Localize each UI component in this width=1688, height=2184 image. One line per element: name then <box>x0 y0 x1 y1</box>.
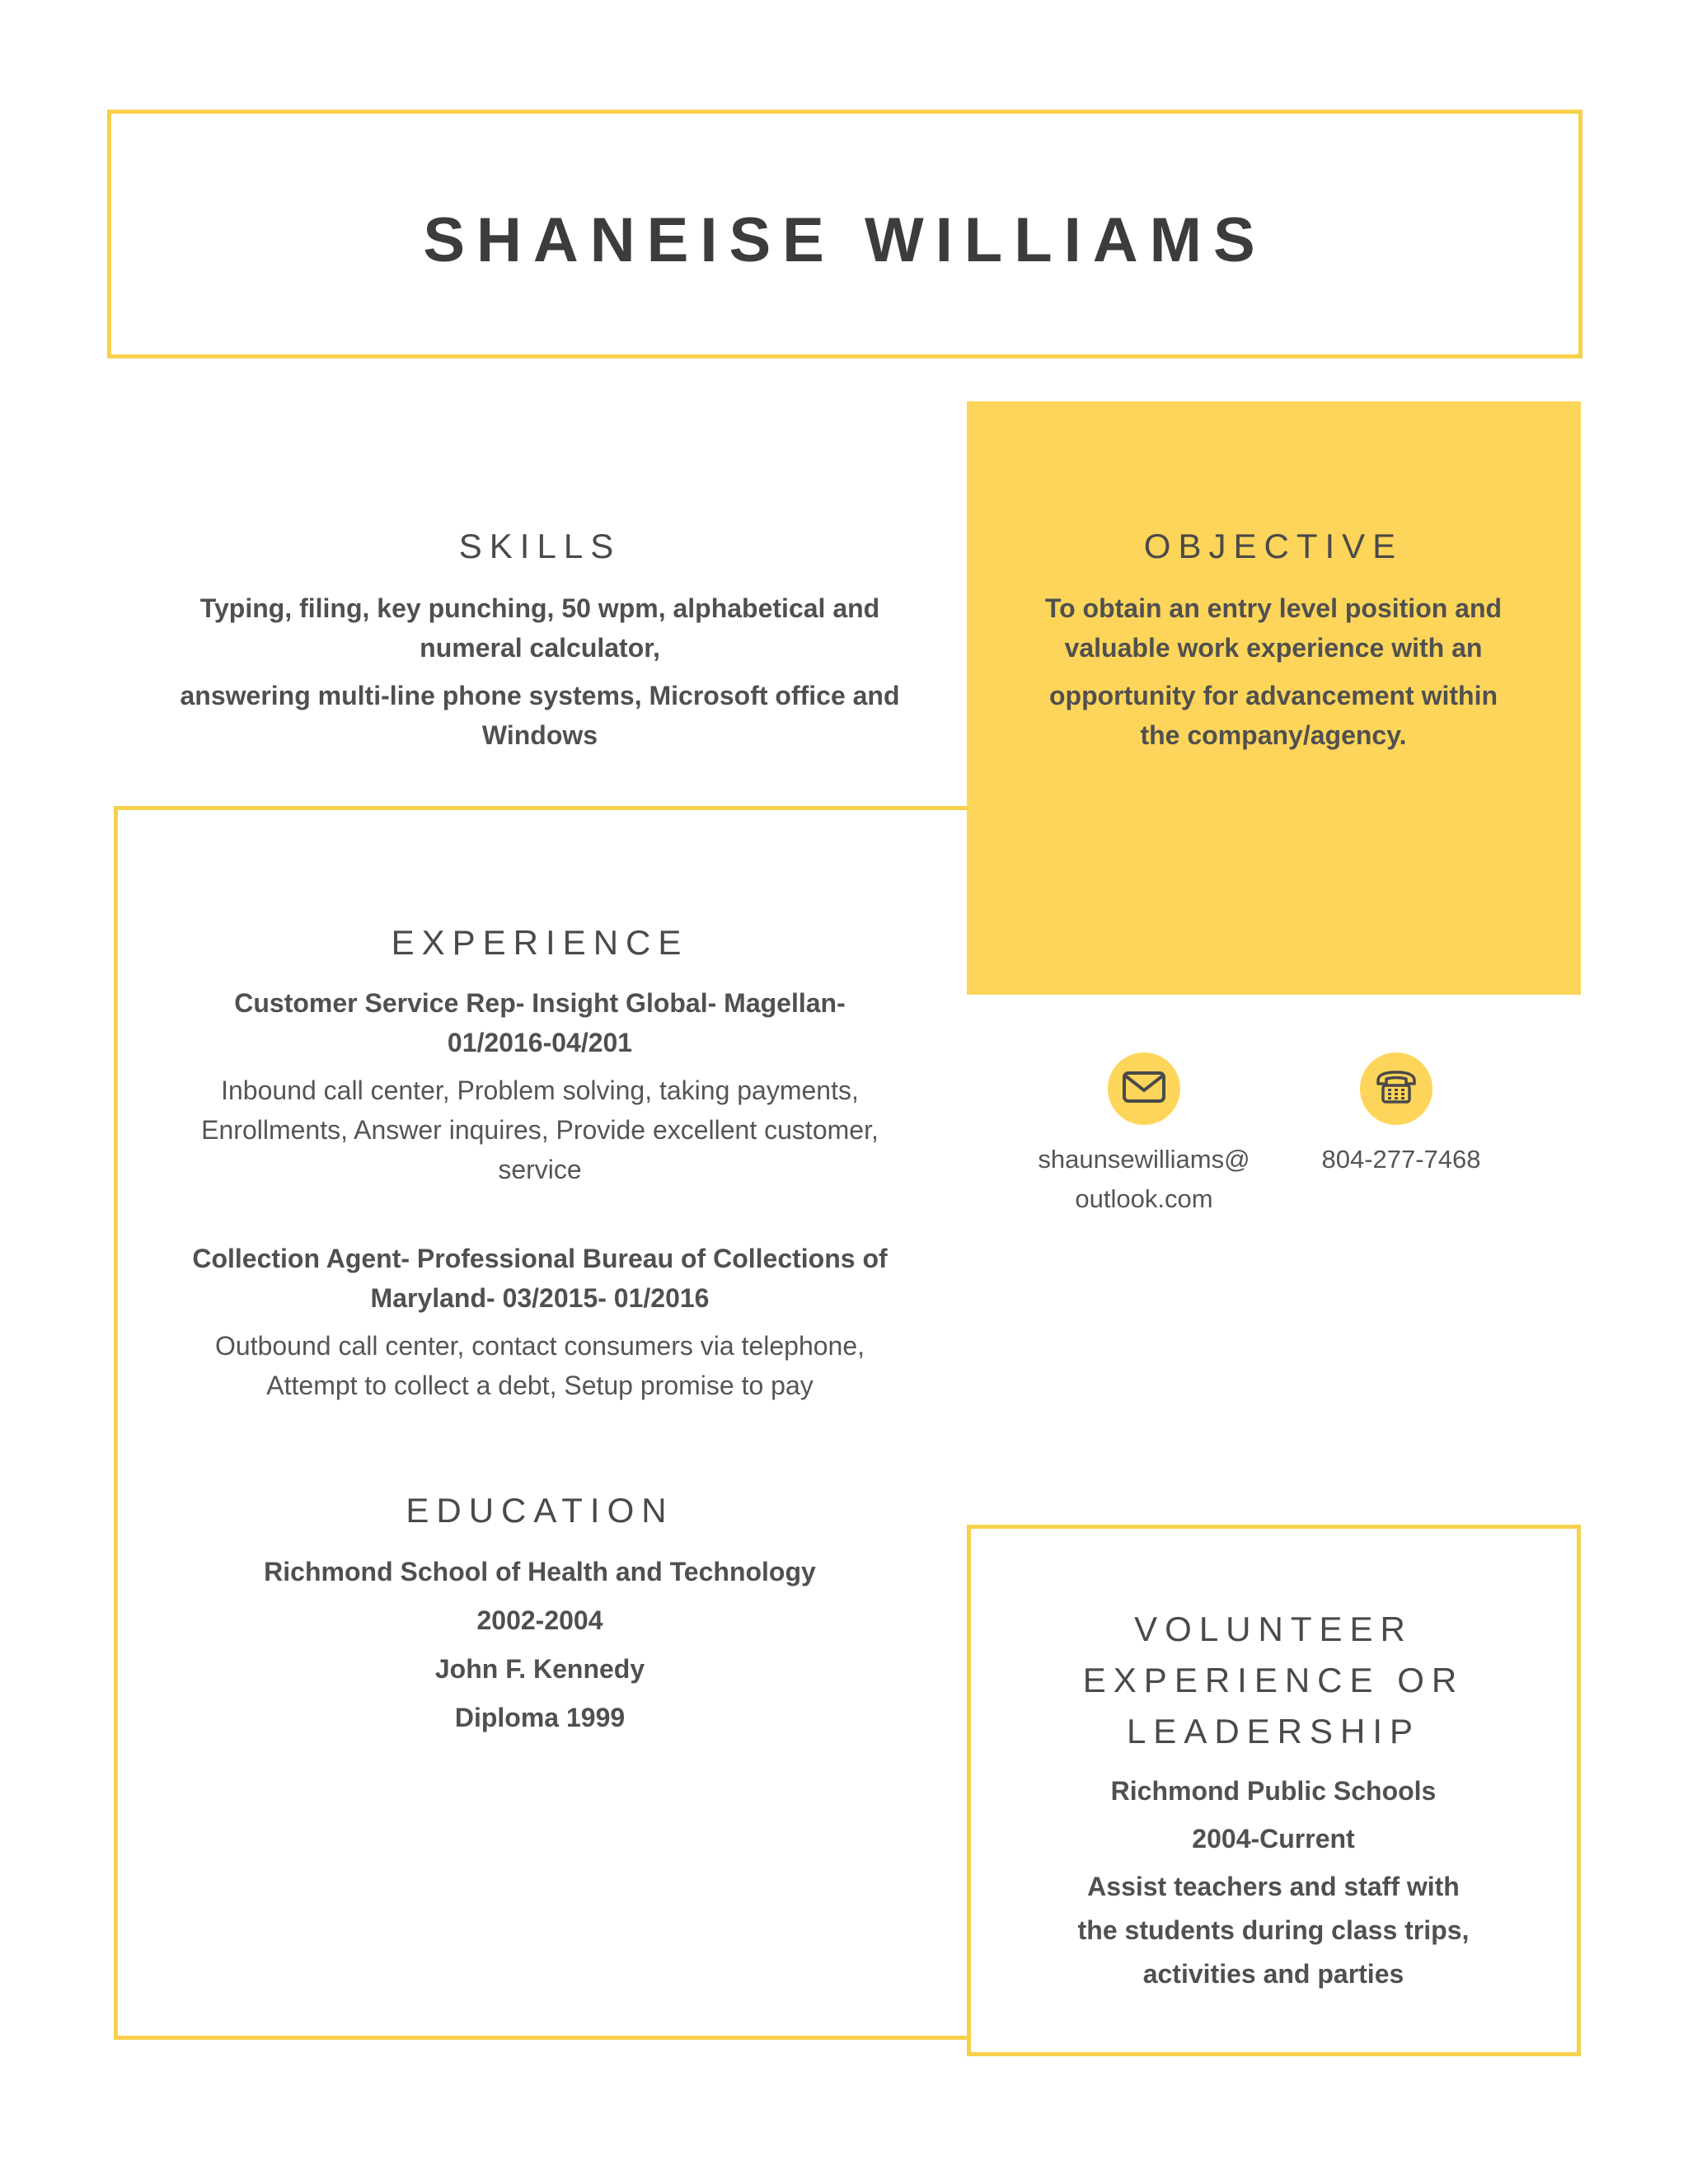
skills-line: answering multi-line phone systems, Microsoft office and <box>180 681 900 710</box>
email-icon-badge <box>1108 1052 1180 1125</box>
education-heading: EDUCATION <box>406 1491 674 1530</box>
envelope-icon <box>1122 1071 1166 1108</box>
objective-section <box>981 521 1566 755</box>
volunteer-heading: EXPERIENCE OR <box>1082 1661 1465 1699</box>
objective-heading: OBJECTIVE <box>1143 527 1404 565</box>
candidate-name: SHANEISE WILLIAMS <box>423 205 1267 275</box>
objective-line: the company/agency. <box>1140 720 1407 750</box>
volunteer-heading: LEADERSHIP <box>1126 1712 1421 1750</box>
objective-line: opportunity for advancement within <box>1048 681 1498 710</box>
job-description: service <box>498 1155 582 1184</box>
skills-section <box>152 521 927 755</box>
volunteer-org: Richmond Public Schools <box>1110 1776 1437 1806</box>
email-address[interactable] <box>996 1140 1292 1219</box>
objective-line: To obtain an entry level position and <box>1044 593 1503 623</box>
experience-heading: EXPERIENCE <box>391 923 689 962</box>
skills-line: Windows <box>481 720 598 750</box>
education-school: Richmond School of Health and Technology <box>264 1557 816 1586</box>
skills-line: numeral calculator, <box>420 633 660 663</box>
job-description: Inbound call center, Problem solving, taking payments, <box>221 1076 859 1105</box>
job-entry <box>152 983 927 1189</box>
job-description: Attempt to collect a debt, Setup promise to pay <box>266 1371 814 1400</box>
job-title: Collection Agent- Professional Bureau of Collections of <box>192 1244 888 1273</box>
education-section <box>152 1485 927 1742</box>
job-dates: Maryland- 03/2015- 01/2016 <box>370 1283 710 1313</box>
objective-line: valuable work experience with an <box>1064 633 1483 663</box>
volunteer-dates: 2004-Current <box>1192 1824 1355 1854</box>
education-diploma: Diploma 1999 <box>454 1703 626 1732</box>
volunteer-section <box>981 1604 1566 1998</box>
phone-icon-badge <box>1360 1052 1432 1125</box>
name-header-box <box>107 110 1582 359</box>
job-description: Outbound call center, contact consumers via telephone, <box>214 1331 865 1361</box>
phone-number[interactable]: 804-277-7468 <box>1321 1145 1481 1174</box>
skills-heading: SKILLS <box>458 527 621 565</box>
volunteer-description: activities and parties <box>1142 1959 1404 1989</box>
volunteer-description: Assist teachers and staff with <box>1087 1872 1460 1901</box>
volunteer-description: the students during class trips, <box>1077 1915 1470 1945</box>
email-line: outlook.com <box>1075 1184 1213 1213</box>
telephone-icon <box>1375 1069 1418 1109</box>
email-line: shaunsewilliams@ <box>1038 1145 1250 1174</box>
volunteer-heading: VOLUNTEER <box>1134 1610 1413 1648</box>
job-title: Customer Service Rep- Insight Global- Magellan- <box>234 988 846 1018</box>
skills-line: Typing, filing, key punching, 50 wpm, alphabetical and <box>199 593 880 623</box>
job-description: Enrollments, Answer inquires, Provide excellent customer, <box>201 1115 879 1145</box>
education-dates: 2002-2004 <box>476 1605 603 1635</box>
education-school: John F. Kennedy <box>434 1654 645 1684</box>
job-entry <box>152 1239 927 1405</box>
experience-section <box>152 917 927 1405</box>
job-dates: 01/2016-04/201 <box>447 1028 633 1057</box>
